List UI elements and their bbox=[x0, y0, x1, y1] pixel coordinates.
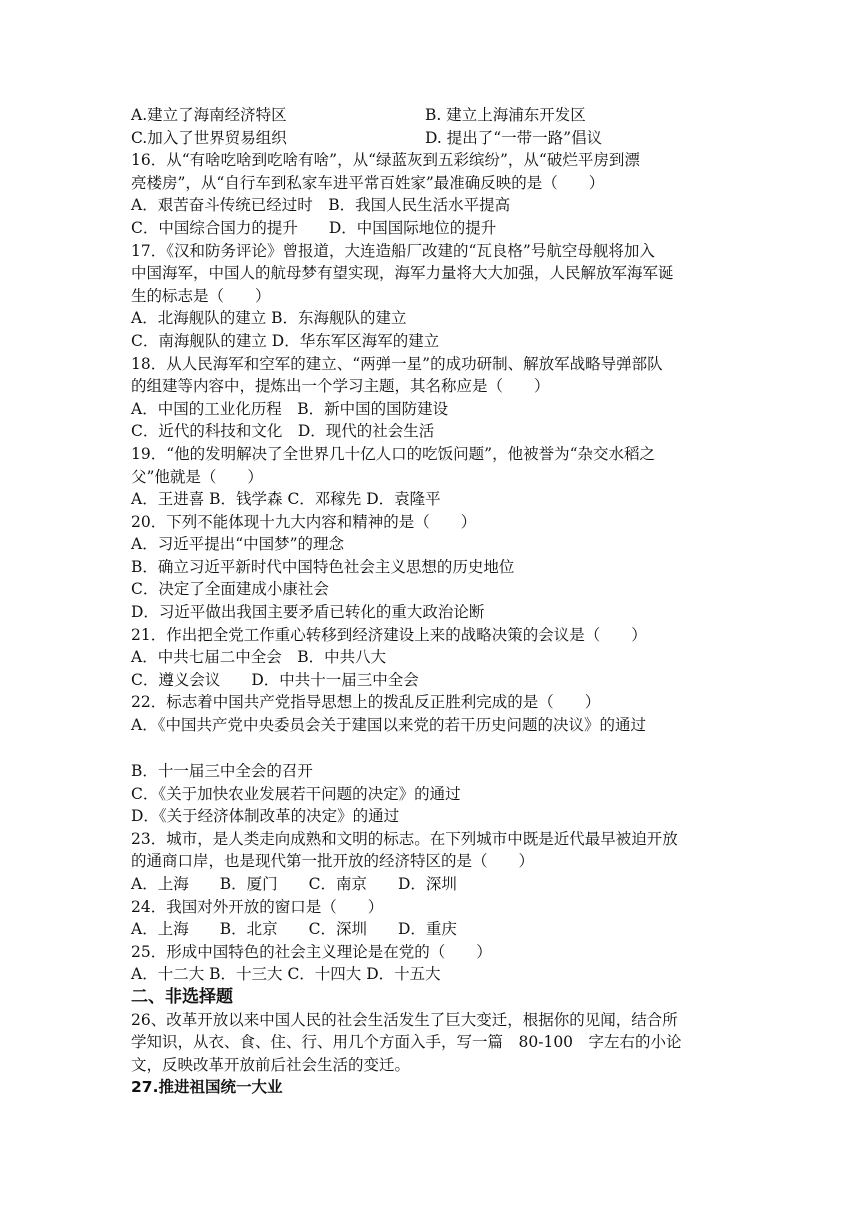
q16-option-line: C．中国综合国力的提升 D．中国国际地位的提升 bbox=[131, 218, 497, 237]
q20-option-line: B．确立习近平新时代中国特色社会主义思想的历史地位 bbox=[131, 557, 515, 576]
q15-option-d: D. 提出了“一带一路”倡议 bbox=[425, 128, 603, 147]
q23-stem-line: 23．城市，是人类走向成熟和文明的标志。在下列城市中既是近代最早被迫开放 bbox=[131, 829, 678, 848]
q20-option-line: D．习近平做出我国主要矛盾已转化的重大政治论断 bbox=[131, 603, 485, 622]
q22-stem-line: 22．标志着中国共产党指导思想上的拨乱反正胜利完成的是（ ） bbox=[131, 693, 601, 712]
q23-stem-line: 的通商口岸，也是现代第一批开放的经济特区的是（ ） bbox=[131, 852, 535, 871]
q19-stem-line: 19．“他的发明解决了全世界几十亿人口的吃饭问题”，他被誉为“杂交水稻之 bbox=[131, 444, 655, 463]
q16-stem-line: 16．从“有啥吃啥到吃啥有啥”，从“绿蓝灰到五彩缤纷”，从“破烂平房到漂 bbox=[131, 151, 640, 170]
q22-option-line: C．《关于加快农业发展若干问题的决定》的通过 bbox=[131, 784, 461, 803]
q15-option-a: A.建立了海南经济特区 bbox=[131, 106, 287, 124]
q20-option-line: C．决定了全面建成小康社会 bbox=[131, 580, 329, 599]
q26-line: 26、改革开放以来中国人民的社会生活发生了巨大变迁，根据你的见闻，结合所 bbox=[131, 1010, 678, 1029]
q18-option-line: C．近代的科技和文化 D．现代的社会生活 bbox=[131, 422, 435, 441]
q19-option-line: A．王进喜 B．钱学森 C．邓稼先 D．袁隆平 bbox=[131, 490, 441, 509]
q27-title: 27.推进祖国统一大业 bbox=[131, 1078, 283, 1097]
q17-option-line: C．南海舰队的建立 D．华东军区海军的建立 bbox=[131, 331, 440, 350]
q15-option-b: B. 建立上海浦东开发区 bbox=[425, 106, 586, 124]
q25-stem-line: 25．形成中国特色的社会主义理论是在党的（ ） bbox=[131, 942, 492, 961]
q21-option-line: C．遵义会议 D．中共十一届三中全会 bbox=[131, 670, 419, 689]
q26-line: 文，反映改革开放前后社会生活的变迁。 bbox=[131, 1055, 411, 1074]
q20-option-line: A．习近平提出“中国梦”的理念 bbox=[131, 535, 345, 554]
q24-stem-line: 24．我国对外开放的窗口是（ ） bbox=[131, 897, 384, 916]
q16-option-line: A．艰苦奋斗传统已经过时 B．我国人民生活水平提高 bbox=[131, 196, 511, 215]
q15-options-row-1 bbox=[131, 104, 741, 127]
exam-content bbox=[131, 104, 741, 1099]
q26-line: 学知识，从衣、食、住、行、用几个方面入手，写一篇 80-100 字左右的小论 bbox=[131, 1033, 682, 1052]
q19-stem-line: 父”他就是（ ） bbox=[131, 467, 263, 486]
q17-option-line: A．北海舰队的建立 B．东海舰队的建立 bbox=[131, 309, 407, 328]
q25-option-line: A．十二大 B．十三大 C．十四大 D．十五大 bbox=[131, 965, 441, 984]
q22-option-line: B．十一届三中全会的召开 bbox=[131, 762, 313, 781]
q18-stem-line: 18．从人民海军和空军的建立、“两弹一星”的成功研制、解放军战略导弹部队 bbox=[131, 354, 663, 373]
q22-option-line: D．《关于经济体制改革的决定》的通过 bbox=[131, 807, 400, 826]
q22-option-a: A．《中国共产党中央委员会关于建国以来党的若干历史问题的决议》的通过 bbox=[131, 716, 646, 735]
q21-stem-line: 21．作出把全党工作重心转移到经济建设上来的战略决策的会议是（ ） bbox=[131, 625, 647, 644]
q23-option-line: A．上海 B．厦门 C．南京 D．深圳 bbox=[131, 875, 457, 893]
q17-stem-line: 生的标志是（ ） bbox=[131, 286, 271, 305]
q20-stem-line: 20．下列不能体现十九大内容和精神的是（ ） bbox=[131, 512, 477, 531]
q17-stem-line: 17．《汉和防务评论》曾报道，大连造船厂改建的“瓦良格”号航空母舰将加入 bbox=[131, 241, 655, 260]
q21-option-line: A．中共七届二中全会 B．中共八大 bbox=[131, 648, 387, 667]
q17-stem-line: 中国海军，中国人的航母梦有望实现，海军力量将大大加强，人民解放军海军诞 bbox=[131, 264, 674, 283]
q18-stem-line: 的组建等内容中，提炼出一个学习主题，其名称应是（ ） bbox=[131, 377, 550, 396]
q15-option-c: C.加入了世界贸易组织 bbox=[131, 128, 287, 147]
section-heading: 二、非选择题 bbox=[131, 986, 233, 1007]
q24-option-line: A．上海 B．北京 C．深圳 D．重庆 bbox=[131, 920, 457, 939]
q16-stem-line: 亮楼房”，从“自行车到私家车进平常百姓家”最准确反映的是（ ） bbox=[131, 173, 605, 192]
q15-options-row-2 bbox=[131, 127, 741, 150]
q18-option-line: A．中国的工业化历程 B．新中国的国防建设 bbox=[131, 399, 449, 418]
